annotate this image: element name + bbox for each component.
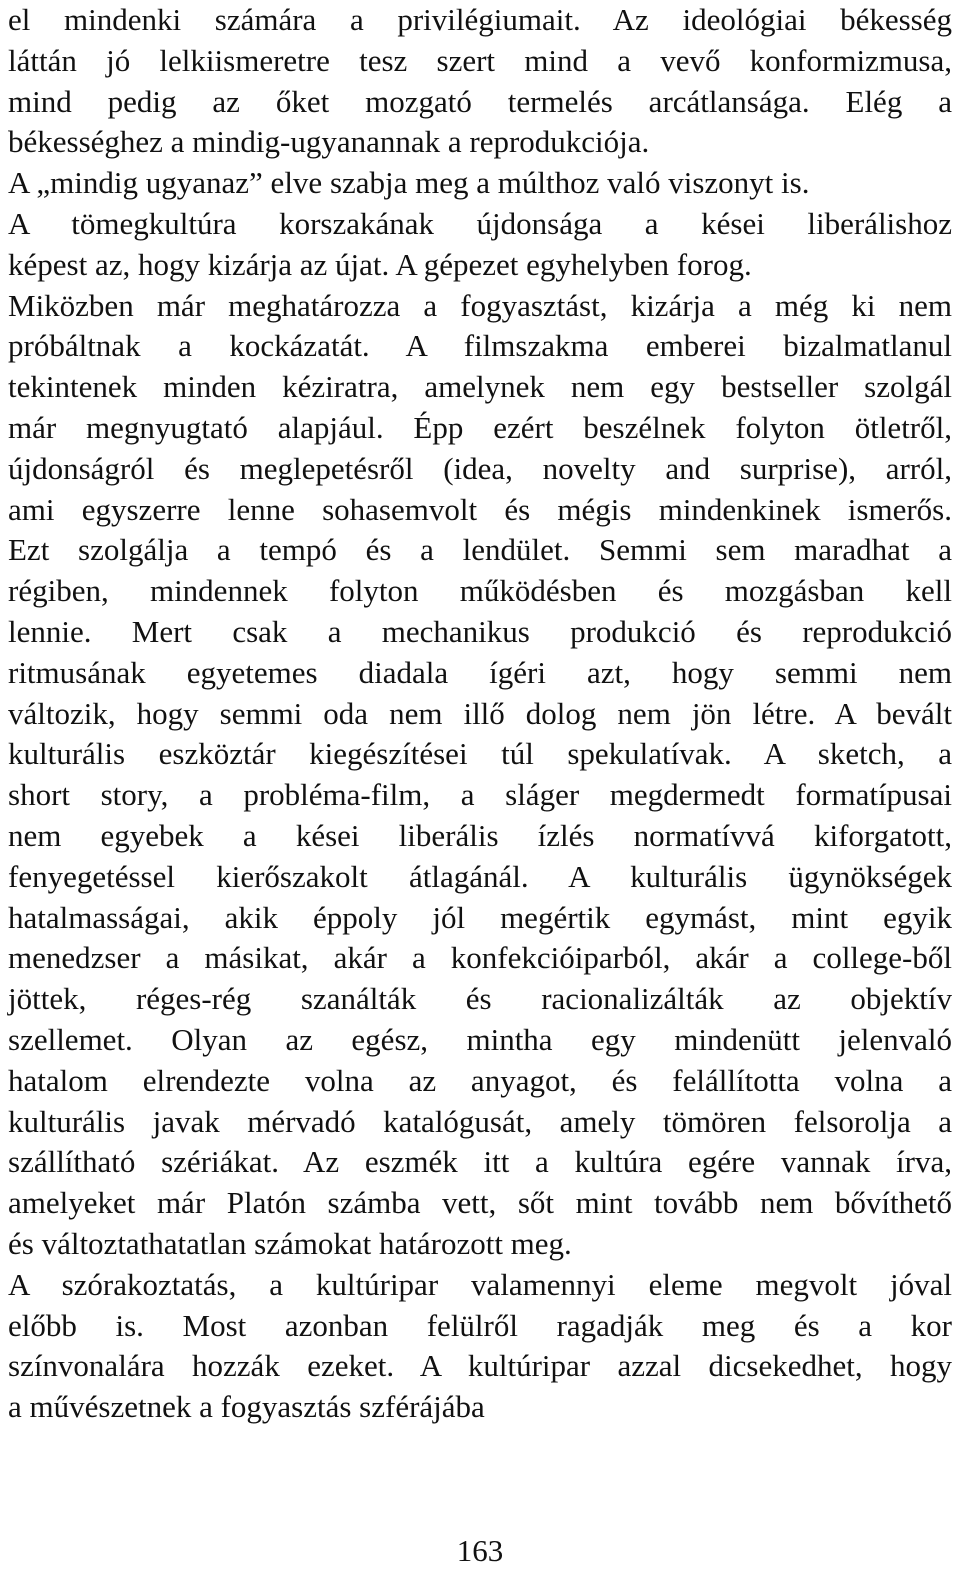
text-line: short story, a probléma-film, a sláger megdermedt formatípusai	[8, 777, 952, 813]
text-line: Miközben már meghatározza a fogyasztást, kizárja a még ki nem	[8, 287, 952, 323]
text-line: fenyegetéssel kierőszakolt átlagánál. A kulturális ügynökségek	[8, 858, 952, 894]
text-line: Ezt szolgálja a tempó és a lendület. Semmi sem maradhat a	[8, 532, 952, 568]
text-line: ami egyszerre lenne sohasemvolt és mégis mindenkinek ismerős.	[8, 491, 952, 527]
text-line: már megnyugtató alapjául. Épp ezért beszélnek folyton ötletről,	[8, 409, 952, 445]
text-line: hatalmasságai, akik éppoly jól megértik egymást, mint egyik	[8, 899, 952, 935]
text-line: kulturális eszköztár kiegészítései túl spekulatívak. A sketch, a	[8, 736, 952, 772]
text-line: tekintenek minden kéziratra, amelynek nem egy bestseller szolgál	[8, 369, 952, 405]
text-line: jöttek, réges-rég szanálták és racionalizálták az objektív	[8, 981, 952, 1017]
text-line: a művészetnek a fogyasztás szférájába	[8, 1389, 485, 1425]
page-number: 163	[456, 1533, 504, 1568]
text-line: változik, hogy semmi oda nem illő dolog nem jön létre. A bevált	[8, 695, 952, 731]
text-line: előbb is. Most azonban felülről ragadják meg és a kor	[8, 1307, 952, 1343]
text-line: és változtathatatlan számokat határozott meg.	[8, 1225, 572, 1261]
text-line: régiben, mindennek folyton működésben és mozgásban kell	[8, 573, 952, 609]
text-line: újdonságról és meglepetésről (idea, novelty and surprise), arról,	[8, 450, 952, 486]
text-line: A tömegkultúra korszakának újdonsága a kései liberálishoz	[8, 205, 952, 241]
text-line: mind pedig az őket mozgató termelés arcátlansága. Elég a	[8, 83, 952, 119]
text-line: nem egyebek a kései liberális ízlés normatívvá kiforgatott,	[8, 817, 952, 853]
text-line: menedzser a másikat, akár a konfekcióiparból, akár a college-ből	[8, 940, 952, 976]
text-line: láttán jó lelkiismeretre tesz szert mind a vevő konformizmusa,	[8, 42, 952, 78]
paragraph	[8, 0, 952, 1265]
text-line: kulturális javak mérvadó katalógusát, amely tömören felsorolja a	[8, 1103, 952, 1139]
text-line: békességhez a mindig-ugyanannak a reprodukciója.	[8, 124, 650, 160]
text-line: el mindenki számára a privilégiumait. Az ideológiai békesség	[8, 2, 952, 37]
text-line: lennie. Mert csak a mechanikus produkció és reprodukció	[8, 613, 952, 649]
text-line: amelyeket már Platón számba vett, sőt mint tovább nem bővíthető	[8, 1185, 952, 1221]
text-line: hatalom elrendezte volna az anyagot, és felállította volna a	[8, 1062, 952, 1098]
text-line: próbáltnak a kockázatát. A filmszakma emberei bizalmatlanul	[8, 328, 952, 364]
text-line: képest az, hogy kizárja az újat. A gépezet egyhelyben forog.	[8, 246, 752, 282]
text-line: szellemet. Olyan az egész, mintha egy mindenütt jelenvaló	[8, 1021, 952, 1057]
text-line: ritmusának egyetemes diadala ígéri azt, hogy semmi nem	[8, 654, 952, 690]
paragraph	[8, 1265, 952, 1428]
text-line: A szórakoztatás, a kultúripar valamennyi eleme megvolt jóval	[8, 1266, 952, 1302]
text-line: szállítható szériákat. Az eszmék itt a kultúra egére vannak írva,	[8, 1144, 952, 1180]
text-line: színvonalára hozzák ezeket. A kultúripar azzal dicsekedhet, hogy	[8, 1348, 952, 1384]
page-body	[8, 0, 952, 1428]
text-line: A „mindig ugyanaz” elve szabja meg a múlthoz való viszonyt is.	[8, 165, 810, 201]
